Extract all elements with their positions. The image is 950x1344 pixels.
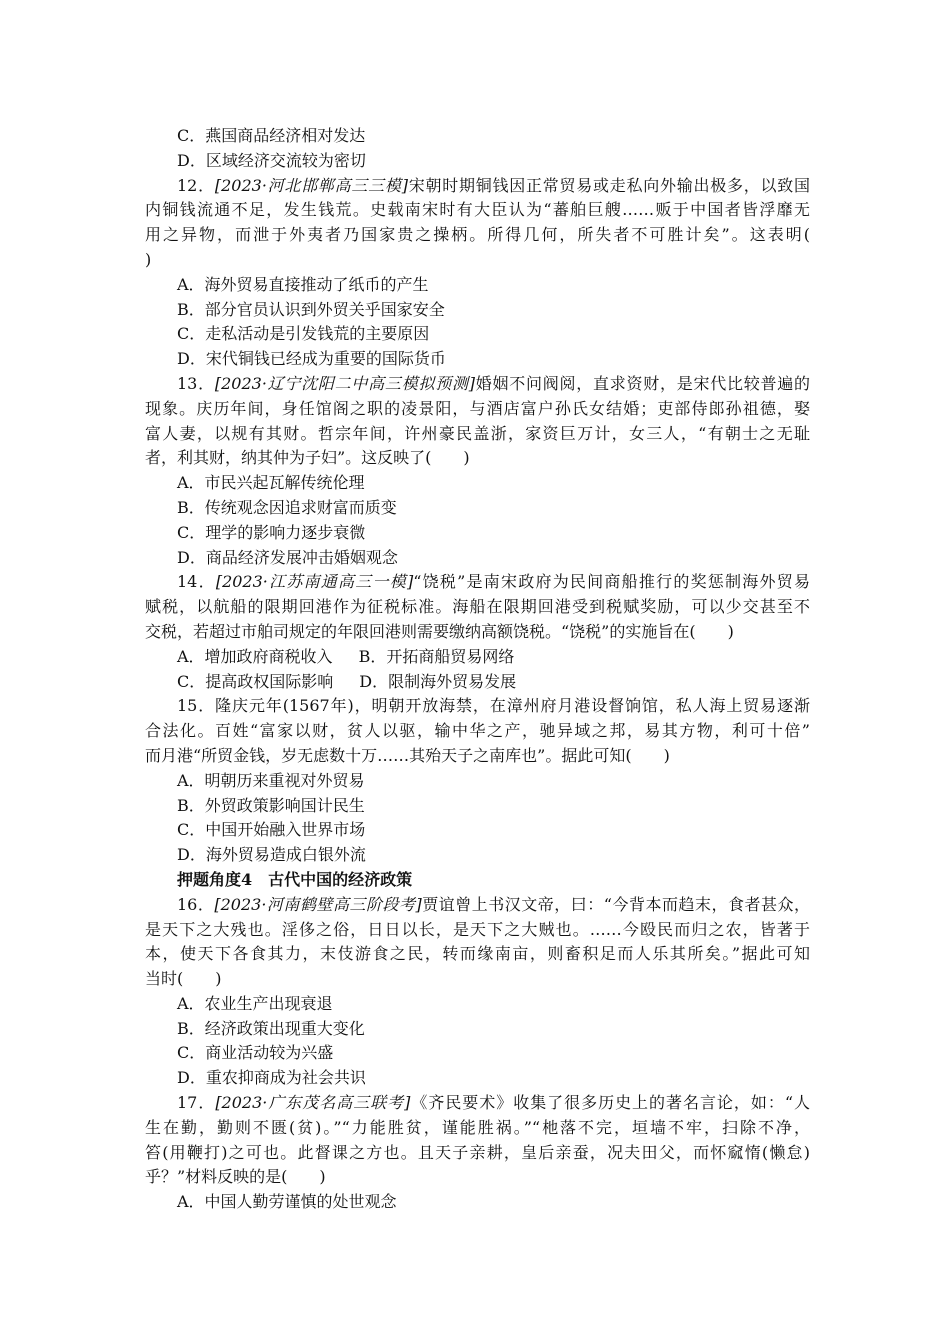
option-a: A．海外贸易直接推动了纸币的产生	[177, 274, 429, 294]
option-d: D．商品经济发展冲击婚姻观念	[177, 547, 398, 567]
question-text-line: 而月港“所贸金钱，岁无虑数十万……其殆天子之南库也”。据此可知( )	[145, 745, 670, 765]
question-text-line: 是天下之大残也。淫侈之俗，日日以长，是天下之大贼也。……今殴民而归之农，皆著于	[145, 919, 810, 939]
option-b: B．外贸政策影响国计民生	[177, 795, 365, 815]
question-15: 15．隆庆元年(1567年)，明朝开放海禁，在漳州府月港设督饷馆，私人海上贸易逐渐	[177, 696, 810, 716]
option-b: B．传统观念因追求财富而质变	[177, 497, 397, 517]
question-17: 17．[2023·广东茂名高三联考]《齐民要术》收集了很多历史上的著名言论，如：“人	[177, 1093, 810, 1113]
question-16: 16．[2023·河南鹤壁高三阶段考]贾谊曾上书汉文帝，曰：“今背本而趋末，食者甚众，	[177, 894, 810, 914]
question-text-line: 用之异物，而泄于外夷者乃国家贵之操柄。所得几何，所失者不可胜计矣”。这表明(	[145, 225, 810, 245]
question-text-line: 笞(用鞭打)之可也。此督课之方也。且天子亲耕，皇后亲蚕，况夫田父，而怀窳惰(懒怠)	[145, 1142, 810, 1162]
option-b: B．经济政策出现重大变化	[177, 1018, 365, 1038]
option-d: D．海外贸易造成白银外流	[177, 845, 366, 865]
option-a: A．明朝历来重视对外贸易	[177, 770, 365, 790]
option-c: C．商业活动较为兴盛	[177, 1043, 334, 1063]
option-c: C．走私活动是引发钱荒的主要原因	[177, 324, 430, 344]
option-d: D．重农抑商成为社会共识	[177, 1068, 366, 1088]
question-text-line: 当时( )	[145, 969, 222, 989]
option-d: D．区域经济交流较为密切	[177, 150, 366, 170]
question-text-line: 本，使天下各食其力，末伎游食之民，转而缘南亩，则畜积足而人乐其所矣。”据此可知	[145, 944, 810, 964]
question-12: 12．[2023·河北邯郸高三三模]宋朝时期铜钱因正常贸易或走私向外输出极多，以致国	[177, 175, 810, 195]
option-a: A．农业生产出现衰退	[177, 993, 333, 1013]
question-content	[145, 124, 810, 1215]
question-text-line: 者，利其财，纳其仲为子妇”。这反映了( )	[145, 448, 470, 468]
option-c: C．中国开始融入世界市场	[177, 820, 366, 840]
option-b: B．部分官员认识到外贸关乎国家安全	[177, 299, 445, 319]
question-text-line: 富人妻，以规有其财。哲宗年间，许州豪民盖浙，家资巨万计，女三人，“有朝士之无耻	[145, 423, 810, 443]
question-text-line: 赋税，以航船的限期回港作为征税标准。海船在限期回港受到税赋奖励，可以少交甚至不	[145, 597, 810, 617]
question-text-line: 生在勤，勤则不匮(贫)。”“力能胜贫，谨能胜祸。”“杝落不完，垣墙不牢，扫除不净，	[145, 1117, 810, 1137]
option-c: C．理学的影响力逐步衰微	[177, 522, 366, 542]
option-row: A．增加政府商税收入 B．开拓商船贸易网络	[177, 646, 515, 666]
question-14: 14．[2023·江苏南通高三一模]“饶税”是南宋政府为民间商船推行的奖惩制海外贸易	[177, 572, 810, 592]
question-text-line: )	[145, 249, 152, 269]
option-a: A．市民兴起瓦解传统伦理	[177, 473, 365, 493]
question-13: 13．[2023·辽宁沈阳二中高三模拟预测]婚姻不问阀阅，直求资财，是宋代比较普遍的	[177, 373, 810, 393]
question-text-line: 内铜钱流通不足，发生钱荒。史载南宋时有大臣认为“蕃舶巨艘……贩于中国者皆浮靡无	[145, 200, 810, 220]
option-row: C．提高政权国际影响 D．限制海外贸易发展	[177, 671, 517, 691]
option-d: D．宋代铜钱已经成为重要的国际货币	[177, 349, 446, 369]
question-text-line: 合法化。百姓“富家以财，贫人以驱，输中华之产，驰异域之邦，易其方物，利可十倍”	[145, 721, 810, 741]
question-text-line: 乎？”材料反映的是( )	[145, 1167, 326, 1187]
question-text-line: 现象。庆历年间，身任馆阁之职的凌景阳，与酒店富户孙氏女结婚；吏部侍郎孙祖德，娶	[145, 398, 810, 418]
question-text-line: 交税，若超过市舶司规定的年限回港则需要缴纳高额饶税。“饶税”的实施旨在( )	[145, 621, 734, 641]
section-heading: 押题角度4 古代中国的经济政策	[177, 869, 413, 889]
option-c: C．燕国商品经济相对发达	[177, 126, 366, 145]
option-a: A．中国人勤劳谨慎的处世观念	[177, 1192, 397, 1212]
